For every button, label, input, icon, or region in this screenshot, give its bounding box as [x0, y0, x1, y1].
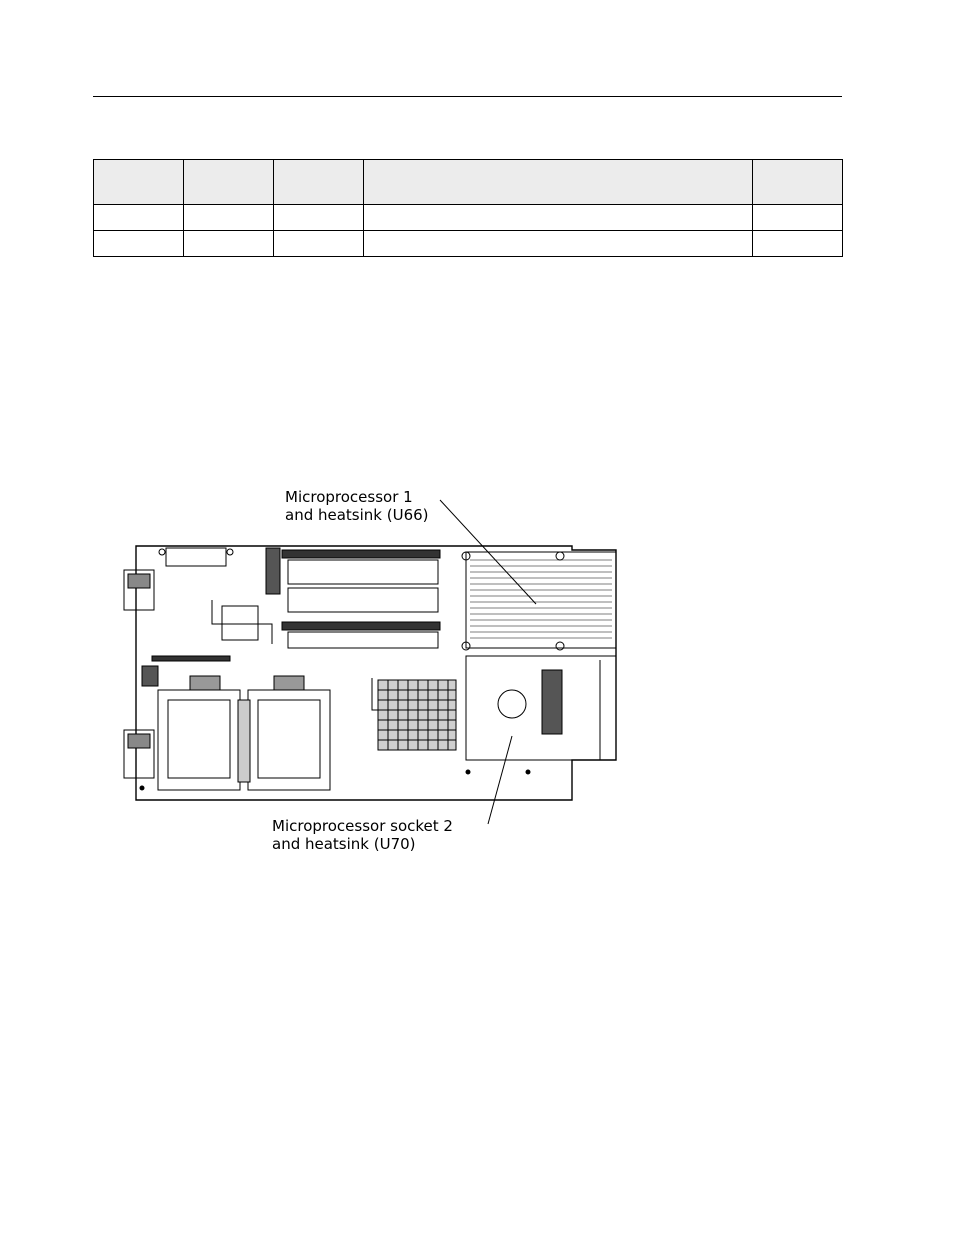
- table-header-cell: [94, 160, 184, 205]
- table-cell: [274, 231, 364, 257]
- callout-line: and heatsink (U66): [285, 506, 429, 524]
- table-cell: [184, 231, 274, 257]
- callout-line: Microprocessor 1: [285, 488, 413, 506]
- table-cell: [364, 205, 753, 231]
- table-cell: [94, 231, 184, 257]
- table-cell: [753, 231, 843, 257]
- table-header-row: [94, 160, 843, 205]
- table-cell: [94, 205, 184, 231]
- parts-table: [93, 159, 843, 257]
- table-row: [94, 231, 843, 257]
- table-header-cell: [364, 160, 753, 205]
- callout-line: Microprocessor socket 2: [272, 817, 453, 835]
- table-header-cell: [274, 160, 364, 205]
- table-row: [94, 205, 843, 231]
- table-cell: [753, 205, 843, 231]
- callout-microprocessor-socket-2: [272, 817, 453, 853]
- header-rule: [93, 96, 842, 97]
- table-header-cell: [184, 160, 274, 205]
- callout-microprocessor-1: [285, 488, 429, 524]
- system-board-diagram: [120, 480, 620, 860]
- table-cell: [274, 205, 364, 231]
- table-cell: [184, 205, 274, 231]
- callout-line: and heatsink (U70): [272, 835, 416, 853]
- table-cell: [364, 231, 753, 257]
- table-header-cell: [753, 160, 843, 205]
